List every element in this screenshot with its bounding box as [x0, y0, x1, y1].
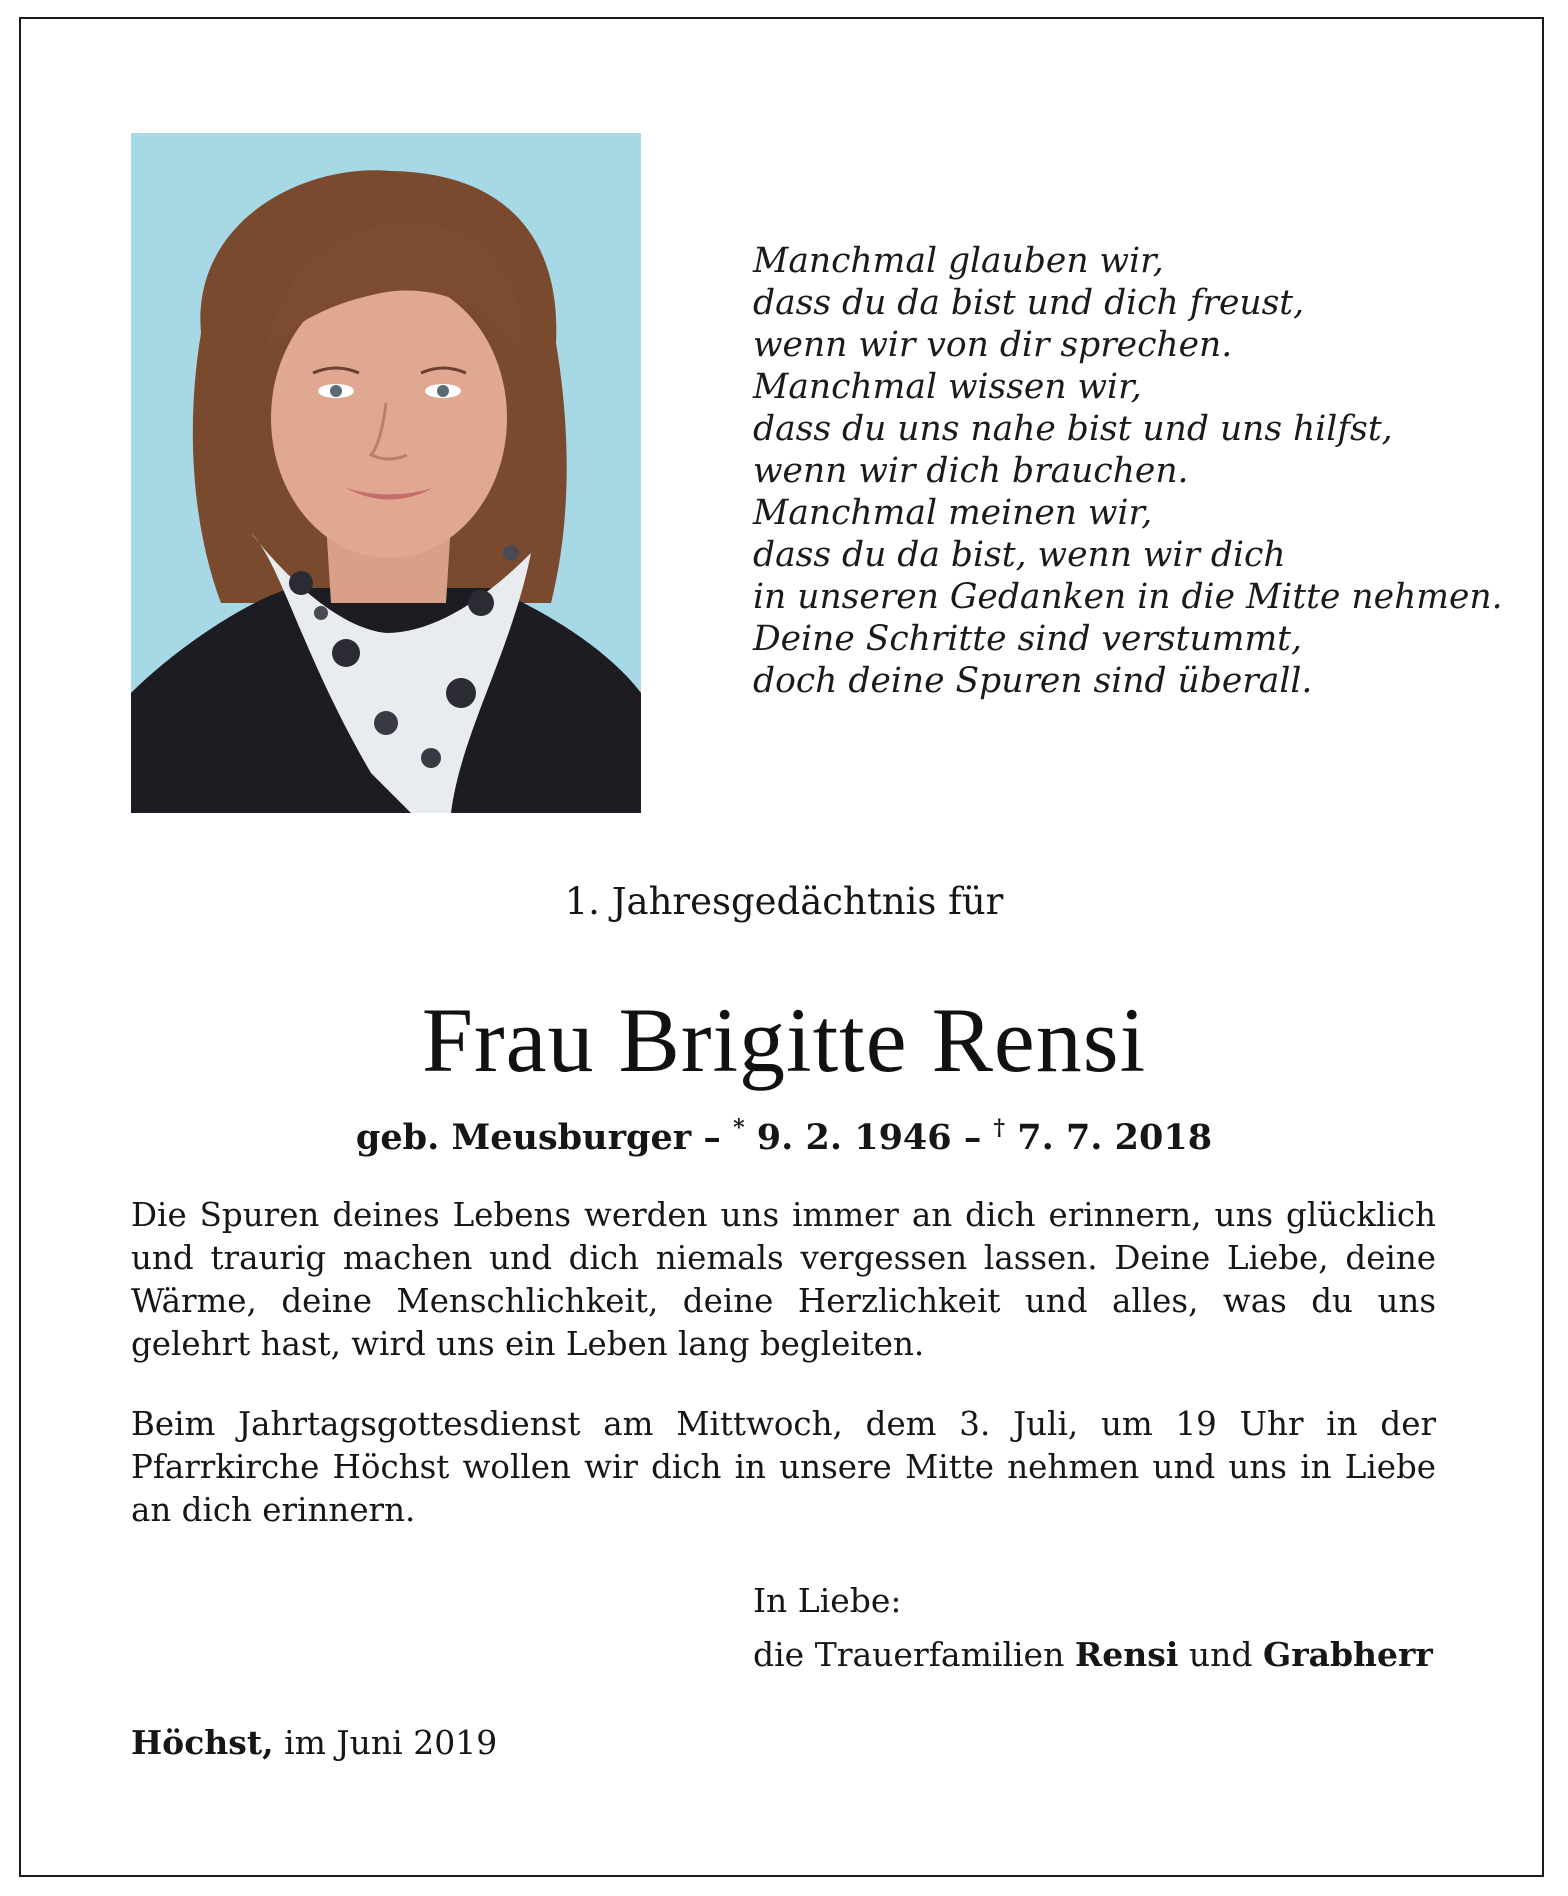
signoff-prefix: die Trauerfamilien	[753, 1635, 1065, 1674]
born-symbol: *	[733, 1115, 745, 1141]
signoff-line: In Liebe:	[753, 1581, 902, 1620]
birth-name: geb. Meusburger	[355, 1117, 692, 1158]
poem-line: Manchmal meinen wir,	[753, 493, 1153, 533]
died-symbol: †	[993, 1115, 1006, 1141]
memorial-poem	[753, 240, 1503, 702]
poem-line: dass du uns nahe bist und uns hilfst,	[753, 409, 1393, 449]
poem-line: Manchmal glauben wir,	[753, 241, 1164, 281]
family-name: Grabherr	[1263, 1635, 1433, 1674]
deceased-name: Frau Brigitte Rensi	[421, 989, 1147, 1091]
poem-line: doch deine Spuren sind überall.	[753, 661, 1313, 701]
place-name: Höchst,	[131, 1723, 274, 1762]
dash-separator: –	[963, 1117, 982, 1158]
birth-death-dates	[0, 1106, 1568, 1160]
poem-line: dass du da bist, wenn wir dich	[753, 535, 1286, 575]
poem-line: wenn wir von dir sprechen.	[753, 325, 1233, 365]
service-paragraph: Beim Jahrtagsgottesdienst am Mittwoch, dem 3. Juli, um 19 Uhr in der Pfarrkirche Höchst wollen wir dich in unsere Mitte nehmen und uns in Liebe an dich erinnern.	[131, 1405, 1436, 1529]
family-name: Rensi	[1074, 1635, 1179, 1674]
poem-line: Manchmal wissen wir,	[753, 367, 1142, 407]
signoff-connector: und	[1188, 1635, 1253, 1674]
memorial-paragraph: Die Spuren deines Lebens werden uns immer an dich erinnern, uns glücklich und traurig machen und dich niemals vergessen lassen. Deine Liebe, deine Wärme, deine Menschlichkeit, deine Herzlichkeit und alles, was du uns gelehrt hast, wird uns ein Leben lang begleiten.	[131, 1196, 1436, 1363]
date-text: im Juni 2019	[284, 1723, 498, 1762]
place-date	[131, 1720, 497, 1766]
signoff-families	[753, 1628, 1433, 1682]
poem-line: in unseren Gedanken in die Mitte nehmen.	[753, 577, 1503, 617]
portrait-photo	[131, 133, 641, 813]
poem-line: dass du da bist und dich freust,	[753, 283, 1305, 323]
died-date: 7. 7. 2018	[1017, 1117, 1213, 1158]
born-date: 9. 2. 1946	[756, 1117, 952, 1158]
anniversary-subtitle: 1. Jahresgedächtnis für	[564, 880, 1004, 923]
poem-line: wenn wir dich brauchen.	[753, 451, 1189, 491]
signoff	[753, 1574, 1433, 1682]
poem-line: Deine Schritte sind verstummt,	[753, 619, 1302, 659]
dash-separator: –	[703, 1117, 721, 1158]
